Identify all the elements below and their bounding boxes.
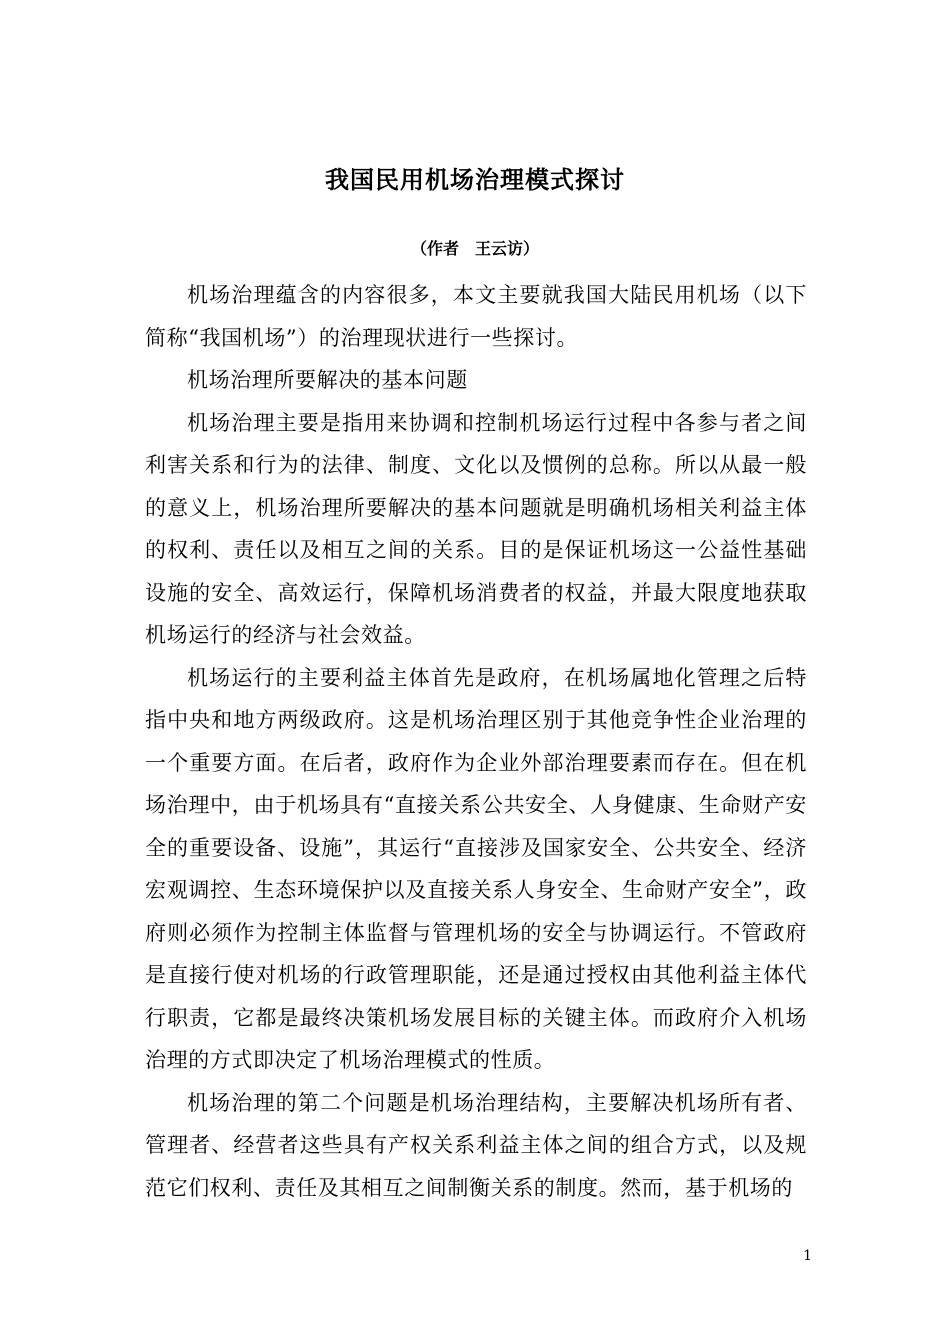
page-number: 1 [803, 1248, 812, 1264]
paragraph: 机场运行的主要利益主体首先是政府，在机场属地化管理之后特指中央和地方两级政府。这是机场治理区别于其他竞争性企业治理的一个重要方面。在后者，政府作为企业外部治理要素而存在。但在机场治理中，由于机场具有“直接关系公共安全、人身健康、生命财产安全的重要设备、设施”，其运行“直接涉及国家安全、公共安全、经济宏观调控、生态环境保护以及直接关系人身安全、生命财产安全”，政府则必须作为控制主体监督与管理机场的安全与协调运行。不管政府是直接行使对机场的行政管理职能，还是通过授权由其他利益主体代行职责，它都是最终决策机场发展目标的关键主体。而政府介入机场治理的方式即决定了机场治理模式的性质。 [145, 665, 807, 1072]
paragraph: 机场治理的第二个问题是机场治理结构，主要解决机场所有者、管理者、经营者这些具有产权关系利益主体之间的组合方式，以及规范它们权利、责任及其相互之间制衡关系的制度。然而，基于机场的 [145, 1090, 807, 1200]
document-title: 我国民用机场治理模式探讨 [325, 165, 625, 194]
body-text [145, 274, 807, 1209]
paragraph: 机场治理蕴含的内容很多，本文主要就我国大陆民用机场（以下简称“我国机场”）的治理现状进行一些探讨。 [145, 283, 807, 350]
paragraph: 机场治理主要是指用来协调和控制机场运行过程中各参与者之间利害关系和行为的法律、制度、文化以及惯例的总称。所以从最一般的意义上，机场治理所要解决的基本问题就是明确机场相关利益主体的权利、责任以及相互之间的关系。目的是保证机场这一公益性基础设施的安全、高效运行，保障机场消费者的权益，并最大限度地获取机场运行的经济与社会效益。 [145, 410, 807, 647]
section-heading: 机场治理所要解决的基本问题 [187, 368, 468, 392]
author-line: （作者 王云访） [410, 239, 539, 258]
